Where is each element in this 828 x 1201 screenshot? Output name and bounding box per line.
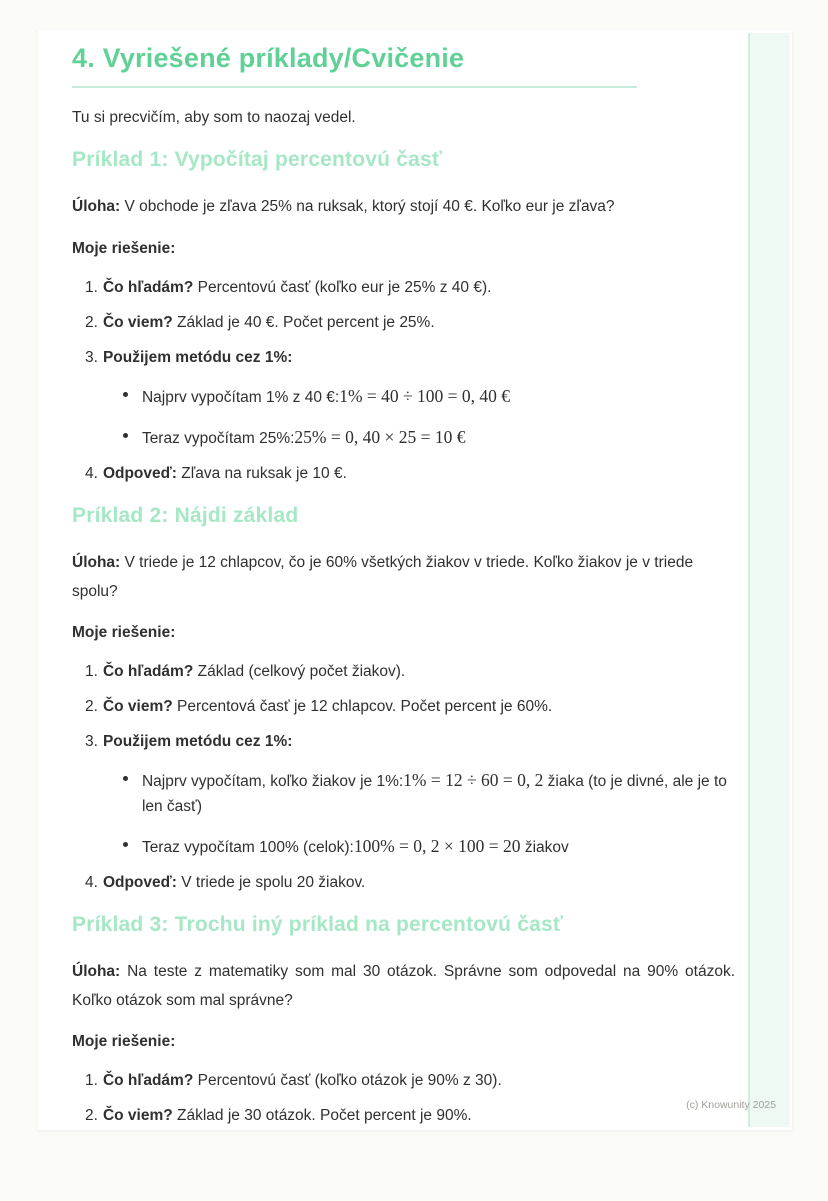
example-3-section — [72, 912, 735, 1129]
bullet-text — [142, 382, 735, 411]
list-item — [85, 871, 735, 896]
list-item — [85, 1104, 735, 1129]
right-accent-bar — [748, 33, 790, 1127]
list-item — [85, 462, 735, 487]
document-page — [38, 30, 792, 1130]
item-number: 1. — [85, 1072, 98, 1090]
task-paragraph — [72, 193, 735, 222]
example-2-heading: Príklad 2: Nájdi základ — [72, 503, 299, 527]
item-body — [103, 276, 735, 301]
item-lead: Odpoveď: — [102, 464, 177, 482]
bullet-text — [142, 423, 735, 452]
task-label: Úloha: — [72, 198, 121, 216]
bullet-text — [142, 766, 735, 820]
task-text: Na teste z matematiky som mal 30 otázok. Správne som odpovedal na 90% otázok. Koľko otázok som mal správne? — [72, 962, 735, 1009]
item-number: 4. — [85, 873, 98, 891]
item-body — [103, 462, 735, 487]
item-number: 1. — [85, 278, 98, 296]
bullet-item — [123, 832, 735, 861]
item-lead: Čo viem? — [102, 697, 173, 715]
item-text: Percentovú časť (koľko otázok je 90% z 30). — [197, 1072, 502, 1090]
item-number: 4. — [85, 464, 98, 482]
bullet-pre-text: Teraz vypočítam 25%: — [141, 430, 295, 448]
math-expression: 25% = 0, 40 × 25 = 10 € — [294, 427, 466, 448]
task-text: V obchode je zľava 25% na ruksak, ktorý stojí 40 €. Koľko eur je zľava? — [124, 198, 615, 216]
item-body — [103, 311, 735, 336]
bullet-list — [123, 382, 735, 452]
bullet-pre-text: Najprv vypočítam, koľko žiakov je 1%: — [141, 773, 404, 791]
item-lead: Čo hľadám? — [102, 278, 194, 296]
solution-label: Moje riešenie: — [72, 1033, 176, 1051]
steps-list — [85, 660, 735, 896]
list-item — [85, 695, 735, 720]
task-text: V triede je 12 chlapcov, čo je 60% všetkých žiakov v triede. Koľko žiakov je v triede spolu? — [72, 553, 694, 600]
item-lead: Použijem metódu cez 1%: — [102, 732, 293, 750]
example-1-section — [72, 147, 735, 487]
item-lead: Čo hľadám? — [102, 1072, 194, 1090]
item-body — [103, 730, 735, 861]
example-1-heading: Príklad 1: Vypočítaj percentovú časť — [72, 148, 443, 172]
bullet-item — [123, 766, 735, 820]
page-title: 4. Vyriešené príklady/Cvičenie — [72, 43, 465, 73]
bullet-dot — [123, 433, 128, 438]
copyright: (c) Knowunity 2025 — [686, 1099, 776, 1112]
bullet-item — [123, 423, 735, 452]
list-item — [85, 660, 735, 685]
bullet-pre-text: Teraz vypočítam 100% (celok): — [141, 839, 354, 857]
math-expression: 1% = 40 ÷ 100 = 0, 40 € — [339, 386, 511, 407]
bullet-pre-text: Najprv vypočítam 1% z 40 €: — [141, 389, 340, 407]
item-number: 2. — [85, 313, 98, 331]
item-number: 3. — [85, 732, 98, 750]
task-label: Úloha: — [72, 962, 121, 980]
item-lead: Odpoveď: — [102, 873, 177, 891]
item-number: 3. — [85, 348, 98, 366]
bullet-dot — [123, 842, 128, 847]
list-item — [85, 1069, 735, 1094]
bullet-post-text: žiaka (to je divné, ale je to len časť) — [141, 773, 727, 816]
list-item — [85, 730, 735, 861]
item-text: Základ (celkový počet žiakov). — [197, 663, 406, 681]
intro-text: Tu si precvičím, aby som to naozaj vedel. — [72, 109, 356, 127]
item-text: Percentová časť je 12 chlapcov. Počet percent je 60%. — [177, 697, 553, 715]
list-item — [85, 311, 735, 336]
task-paragraph — [72, 958, 735, 1015]
steps-list — [85, 1069, 735, 1129]
item-text: V triede je spolu 20 žiakov. — [181, 873, 366, 891]
example-3-heading: Príklad 3: Trochu iný príklad na percentovú časť — [72, 912, 564, 936]
list-item — [85, 346, 735, 452]
title-underline — [72, 86, 637, 88]
math-expression: 100% = 0, 2 × 100 = 20 — [353, 836, 521, 857]
item-text: Základ je 40 €. Počet percent je 25%. — [177, 313, 435, 331]
item-lead: Čo hľadám? — [102, 663, 194, 681]
item-body — [103, 1104, 735, 1129]
task-paragraph — [72, 549, 735, 606]
item-body — [103, 660, 735, 685]
item-lead: Čo viem? — [102, 1106, 173, 1124]
task-label: Úloha: — [72, 553, 121, 571]
item-text: Základ je 30 otázok. Počet percent je 90%. — [177, 1106, 472, 1124]
bullet-list — [123, 766, 735, 860]
item-body — [103, 346, 735, 452]
item-lead: Čo viem? — [102, 313, 173, 331]
bullet-post-text: žiakov — [524, 839, 569, 857]
solution-label: Moje riešenie: — [72, 240, 176, 258]
bullet-item — [123, 382, 735, 411]
item-number: 2. — [85, 1106, 98, 1124]
steps-list — [85, 276, 735, 487]
bullet-dot — [123, 776, 128, 781]
item-number: 2. — [85, 697, 98, 715]
math-expression: 1% = 12 ÷ 60 = 0, 2 — [403, 770, 544, 791]
bullet-dot — [123, 392, 128, 397]
item-text: Percentovú časť (koľko eur je 25% z 40 €). — [197, 278, 492, 296]
item-body — [103, 695, 735, 720]
item-body — [103, 1069, 735, 1094]
solution-label: Moje riešenie: — [72, 624, 176, 642]
bullet-text — [142, 832, 735, 861]
item-number: 1. — [85, 663, 98, 681]
item-lead: Použijem metódu cez 1%: — [102, 348, 293, 366]
example-2-section — [72, 503, 735, 896]
item-text: Zľava na ruksak je 10 €. — [181, 464, 347, 482]
item-body — [103, 871, 735, 896]
list-item — [85, 276, 735, 301]
